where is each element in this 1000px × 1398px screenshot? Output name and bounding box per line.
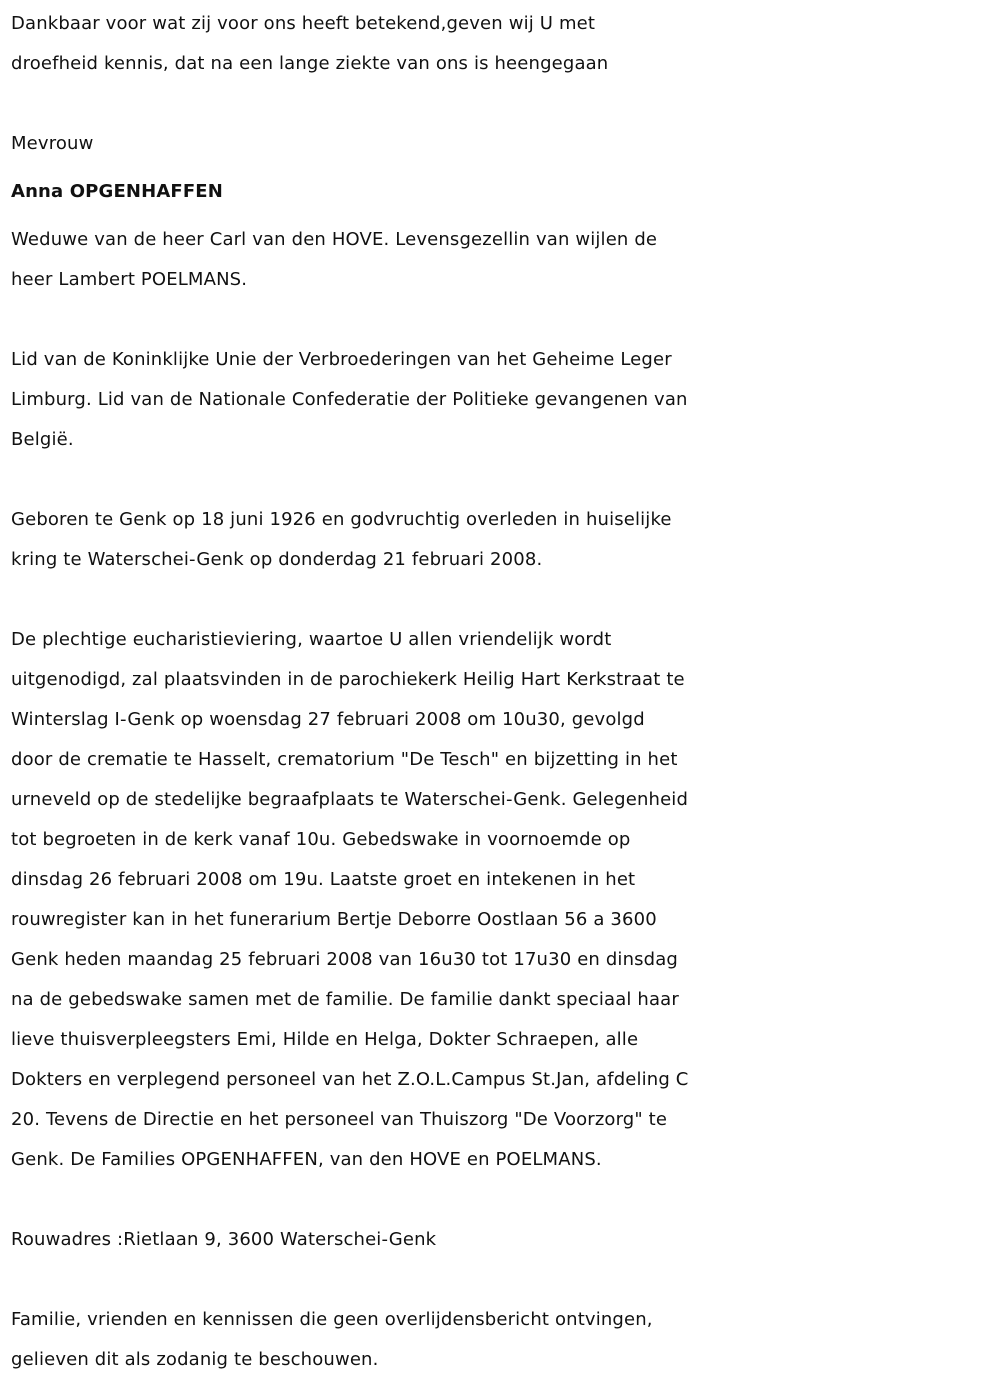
relations-line-1: Weduwe van de heer Carl van den HOVE. Levensgezellin van wijlen de	[11, 229, 658, 250]
title-prefix: Mevrouw	[11, 133, 94, 154]
ceremony-line-3: Winterslag I-Genk op woensdag 27 februari 2008 om 10u30, gevolgd	[11, 709, 645, 730]
ceremony-line-4: door de crematie te Hasselt, crematorium "De Tesch" en bijzetting in het	[11, 749, 678, 770]
ceremony-line-2: uitgenodigd, zal plaatsvinden in de parochiekerk Heilig Hart Kerkstraat te	[11, 669, 685, 690]
memberships-line-1: Lid van de Koninklijke Unie der Verbroederingen van het Geheime Leger	[11, 349, 672, 370]
intro-line-1: Dankbaar voor wat zij voor ons heeft betekend,geven wij U met	[11, 13, 596, 34]
closing-line-2: gelieven dit als zodanig te beschouwen.	[11, 1349, 379, 1370]
ceremony-line-7: dinsdag 26 februari 2008 om 19u. Laatste groet en intekenen in het	[11, 869, 636, 890]
ceremony-line-12: Dokters en verplegend personeel van het Z.O.L.Campus St.Jan, afdeling C	[11, 1069, 689, 1090]
ceremony-line-14: Genk. De Families OPGENHAFFEN, van den HOVE en POELMANS.	[11, 1149, 602, 1170]
ceremony-line-13: 20. Tevens de Directie en het personeel van Thuiszorg "De Voorzorg" te	[11, 1109, 668, 1130]
closing-line-1: Familie, vrienden en kennissen die geen overlijdensbericht ontvingen,	[11, 1309, 653, 1330]
memberships-line-2: Limburg. Lid van de Nationale Confederatie der Politieke gevangenen van	[11, 389, 688, 410]
ceremony-line-8: rouwregister kan in het funerarium Bertje Deborre Oostlaan 56 a 3600	[11, 909, 657, 930]
ceremony-line-11: lieve thuisverpleegsters Emi, Hilde en Helga, Dokter Schraepen, alle	[11, 1029, 639, 1050]
ceremony-line-9: Genk heden maandag 25 februari 2008 van 16u30 tot 17u30 en dinsdag	[11, 949, 678, 970]
ceremony-line-1: De plechtige eucharistieviering, waartoe U allen vriendelijk wordt	[11, 629, 612, 650]
deceased-name: Anna OPGENHAFFEN	[11, 181, 223, 202]
birth-death-line-1: Geboren te Genk op 18 juni 1926 en godvruchtig overleden in huiselijke	[11, 509, 672, 530]
ceremony-line-6: tot begroeten in de kerk vanaf 10u. Gebedswake in voornoemde op	[11, 829, 631, 850]
birth-death-line-2: kring te Waterschei-Genk op donderdag 21 februari 2008.	[11, 549, 543, 570]
ceremony-line-10: na de gebedswake samen met de familie. De familie dankt speciaal haar	[11, 989, 679, 1010]
memberships-line-3: België.	[11, 429, 74, 450]
relations-line-2: heer Lambert POELMANS.	[11, 269, 248, 290]
intro-line-2: droefheid kennis, dat na een lange ziekte van ons is heengegaan	[11, 53, 609, 74]
mourning-address: Rouwadres :Rietlaan 9, 3600 Waterschei-Genk	[11, 1229, 437, 1250]
ceremony-line-5: urneveld op de stedelijke begraafplaats te Waterschei-Genk. Gelegenheid	[11, 789, 689, 810]
